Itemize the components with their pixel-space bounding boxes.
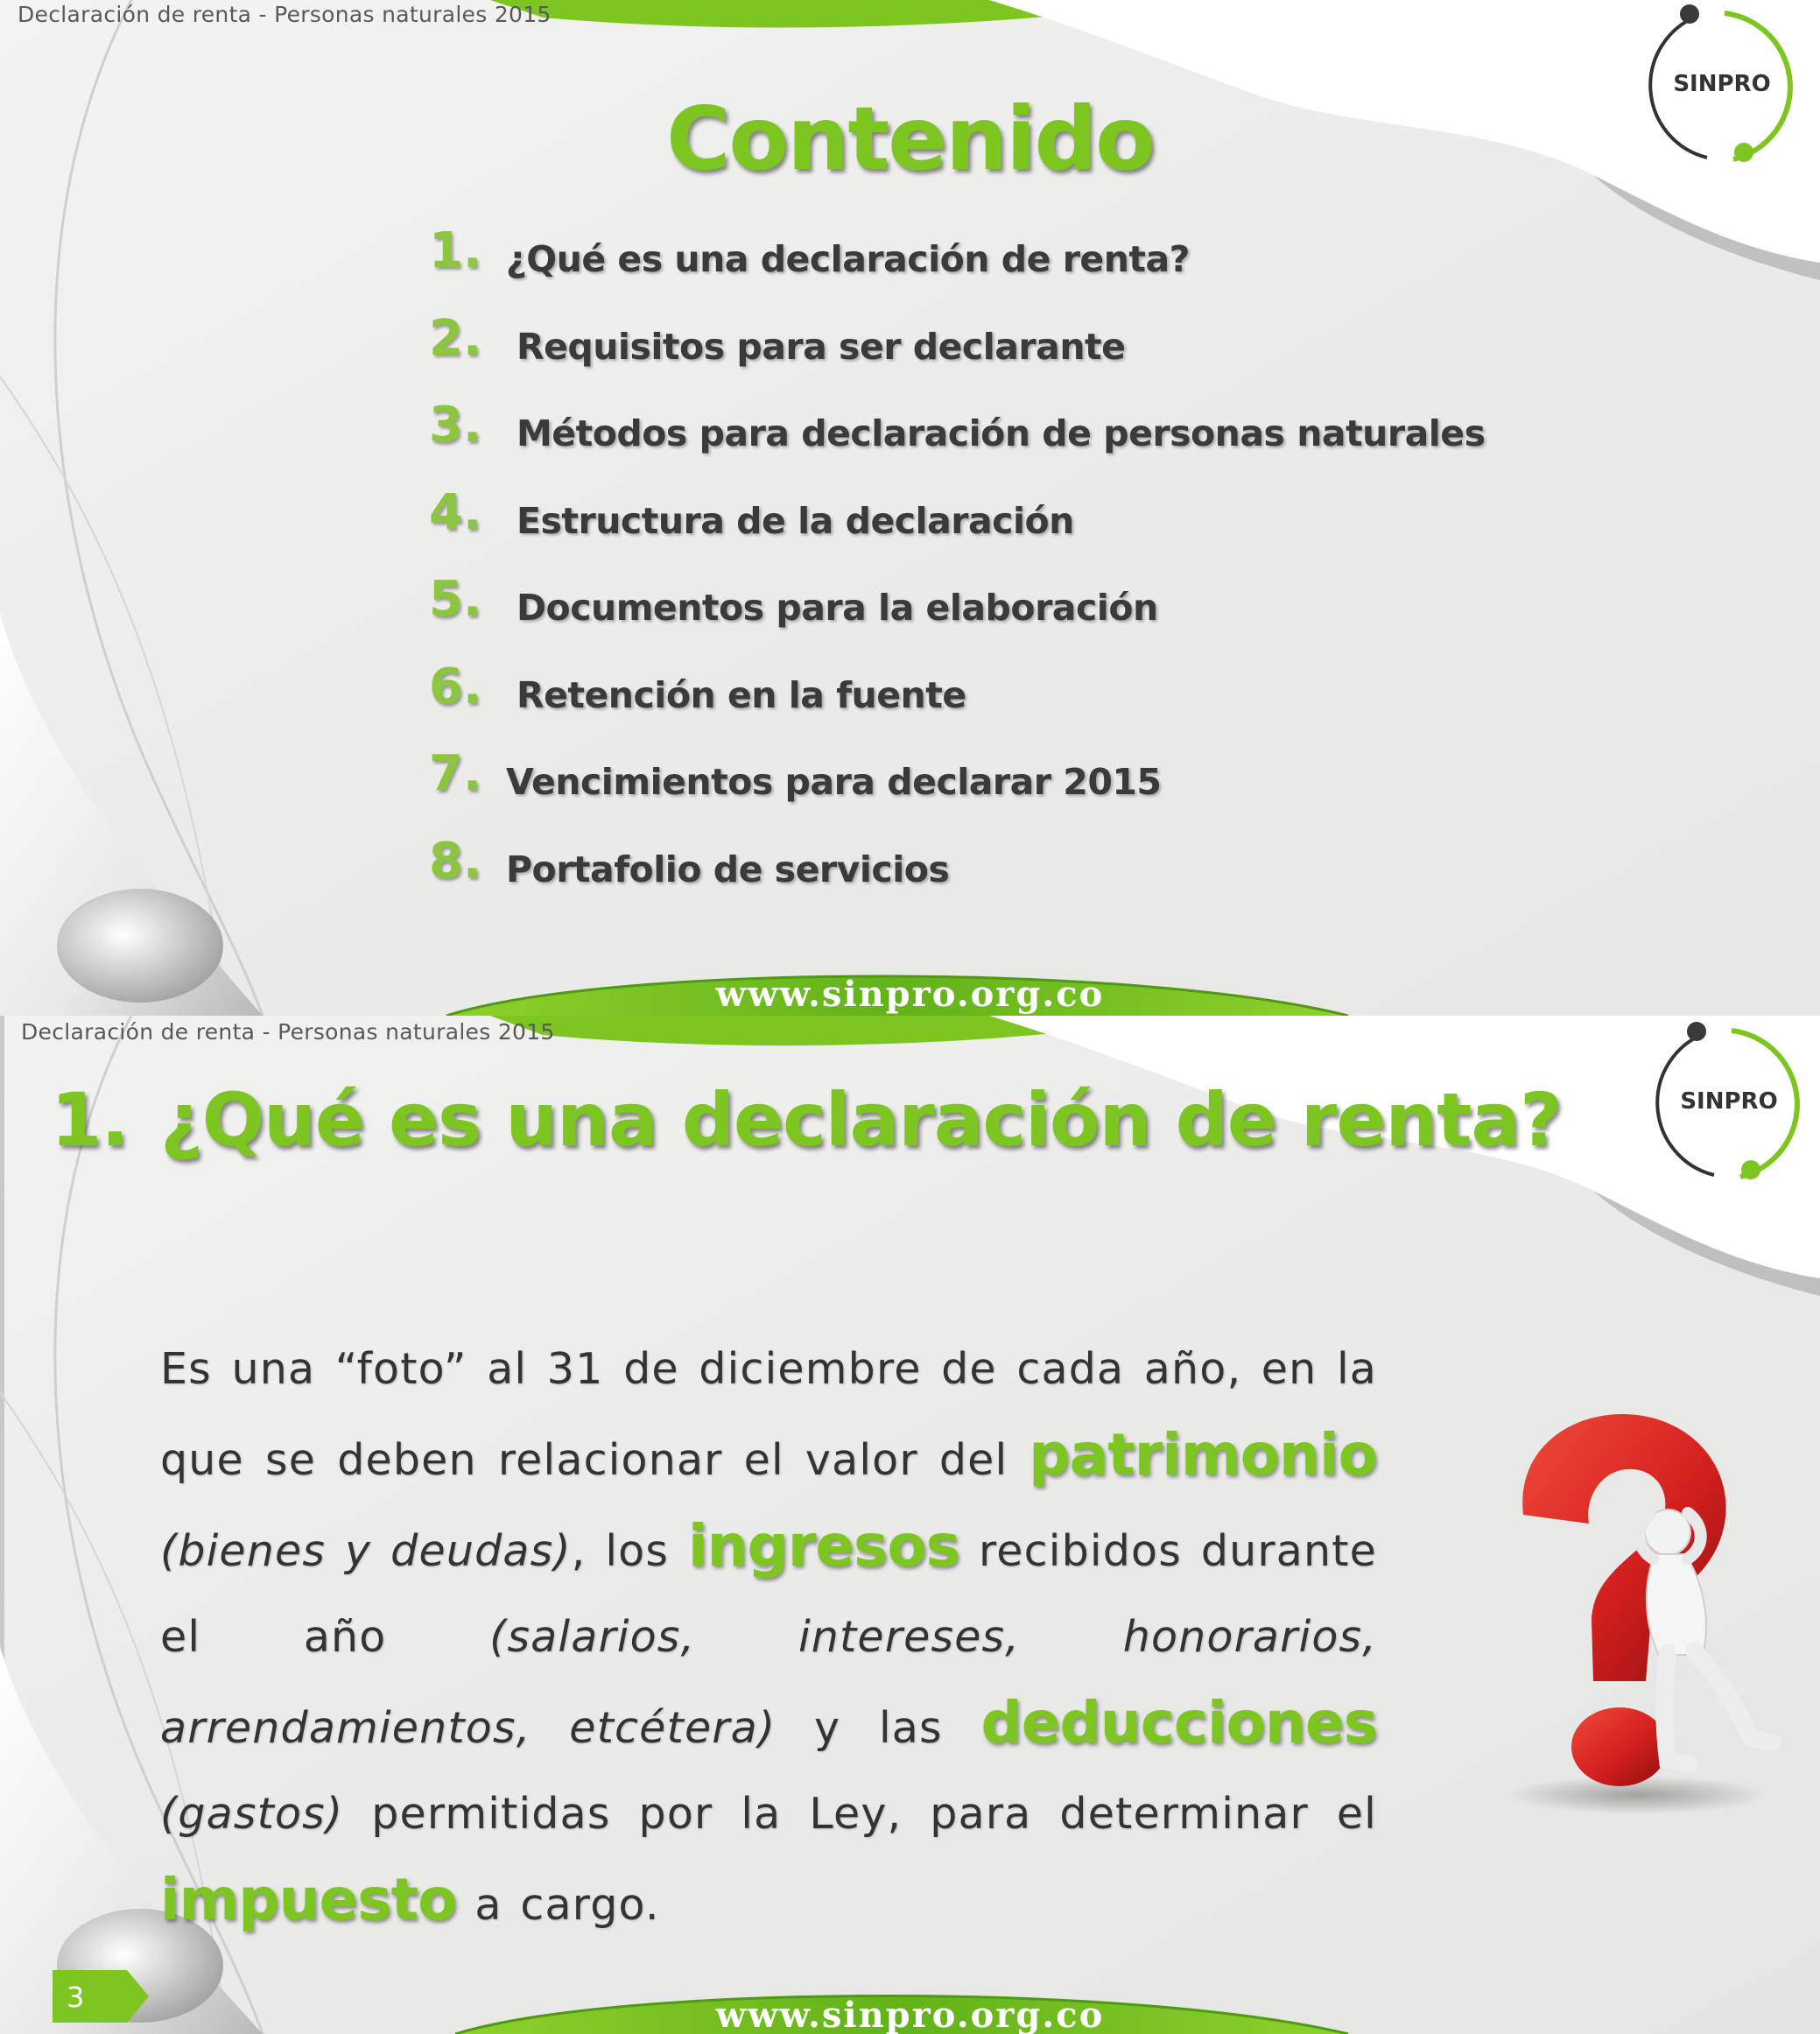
highlight-ingresos: ingresos xyxy=(688,1512,960,1580)
para-text: y las xyxy=(776,1703,981,1753)
para-text: a cargo. xyxy=(456,1880,660,1930)
item-number: 5. xyxy=(429,571,482,628)
website-url: www.sinpro.org.co xyxy=(715,1995,1105,2034)
definition-paragraph xyxy=(160,1327,1377,1948)
para-text: recibidos durante el año xyxy=(160,1526,1377,1662)
item-text: Requisitos para ser declarante xyxy=(516,325,1126,368)
item-number: 4. xyxy=(429,483,482,541)
page-number: 3 xyxy=(67,1981,85,2014)
item-text: Documentos para la elaboración xyxy=(516,587,1158,629)
slide-que-es xyxy=(0,1016,1820,2034)
para-italic: (gastos) xyxy=(160,1789,344,1839)
item-number: 6. xyxy=(429,658,482,715)
page-title: Contenido xyxy=(666,88,1154,190)
item-number: 3. xyxy=(429,397,482,454)
website-url: www.sinpro.org.co xyxy=(715,974,1105,1015)
item-text: Retención en la fuente xyxy=(516,673,966,716)
item-number: 8. xyxy=(429,832,482,890)
sinpro-logo xyxy=(1635,1017,1819,1193)
item-text: Métodos para declaración de personas naturales xyxy=(516,412,1486,454)
highlight-patrimonio: patrimonio xyxy=(1029,1421,1377,1489)
item-text: Portafolio de servicios xyxy=(506,848,950,890)
para-text: Es una “foto” al 31 de diciembre de cada año, en la que se deben relacionar el valor del xyxy=(160,1344,1377,1485)
item-text: Estructura de la declaración xyxy=(516,499,1074,542)
header-text: Declaración de renta - Personas naturales 2015 xyxy=(18,2,552,27)
svg-text:SINPRO: SINPRO xyxy=(1680,1088,1778,1115)
item-number: 2. xyxy=(429,309,482,367)
section-title-text: ¿Qué es una declaración de renta? xyxy=(160,1077,1562,1163)
para-text: permitidas por la Ley, para determinar el xyxy=(343,1789,1377,1839)
para-italic: (bienes y deudas) xyxy=(160,1526,572,1576)
question-mark-figure xyxy=(1488,1401,1786,1821)
slide-contenido xyxy=(0,0,1820,1016)
item-number: 7. xyxy=(429,745,482,802)
highlight-deducciones: deducciones xyxy=(980,1689,1378,1756)
item-number: 1. xyxy=(429,222,482,279)
item-text: Vencimientos para declarar 2015 xyxy=(506,761,1162,803)
para-text: , los xyxy=(571,1526,689,1576)
header-text: Declaración de renta - Personas naturales 2015 xyxy=(21,1019,555,1045)
section-number: 1. xyxy=(51,1077,129,1163)
section-title xyxy=(51,1077,1562,1163)
para-italic: (salarios, intereses, honorarios, arrendamientos, etcétera) xyxy=(160,1612,1377,1753)
svg-text:SINPRO: SINPRO xyxy=(1673,71,1771,97)
item-text: ¿Qué es una declaración de renta? xyxy=(506,238,1190,280)
highlight-impuesto: impuesto xyxy=(160,1866,457,1933)
